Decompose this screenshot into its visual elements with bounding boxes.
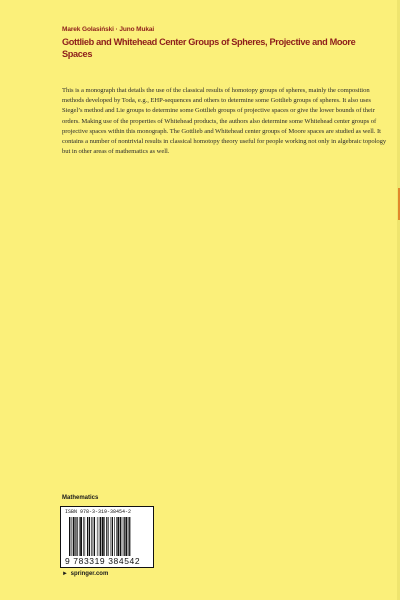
barcode-bar [94,517,95,557]
barcode-bar [128,517,129,557]
book-title: Gottlieb and Whitehead Center Groups of Spheres, Projective and Moore Spaces [62,37,356,59]
barcode-bar [69,517,70,557]
barcode-bar [75,517,76,557]
barcode-bar [122,517,123,557]
barcode-bar [108,517,109,557]
book-header [62,26,382,60]
barcode-bar [120,517,121,557]
barcode-bar [73,517,75,557]
publisher-url: springer.com [70,571,109,577]
publisher-link[interactable] [62,571,108,577]
barcode-bar [111,517,112,557]
barcode-bar [100,517,101,557]
barcode-bar [87,517,88,557]
barcode-bar [102,517,104,557]
barcode-bar [79,517,80,557]
subject-label: Mathematics [62,495,99,501]
ean-digits: 9 783319 384542 [64,556,153,566]
barcode-bar [85,517,86,557]
barcode-icon [69,517,147,561]
barcode-bar [106,517,107,557]
barcode-bar [97,517,98,557]
barcode-bar [112,517,113,557]
isbn-barcode [60,506,154,568]
description-paragraph: This is a monograph that details the use of the classical results of homotopy groups of spheres, mainly the composition methods developed by Toda, e.g., EHP-sequences and others to determine some Gottlieb groups of spheres. It also uses Siegel’s method and Lie groups to determine some Gottlieb groups of projective spaces or give the lower bounds of their orders. Making use of the properties of Whitehead products, the authors also determine some Whitehead center groups of projective spaces within this monograph. The Gottlieb and Whitehead center groups of Moore spaces are studied as well. It contains a number of nontrivial results in classical homotopy theory useful for people working not only in algebraic topology but in other areas of mathematics as well. [62,87,387,156]
barcode-bar [125,517,127,557]
barcode-bar [129,517,130,557]
barcode-bar [104,517,105,557]
barcode-bar [99,517,100,557]
barcode-bar [124,517,125,557]
authors: Marek Golasiński · Juno Mukai [62,26,155,33]
barcode-bar [114,517,115,557]
barcode-bar [76,517,77,557]
barcode-bar [71,517,72,557]
barcode-bar [116,517,117,557]
barcode-bar [93,517,94,557]
barcode-bar [117,517,119,557]
barcode-bar [80,517,82,557]
barcode-bar [91,517,92,557]
barcode-bar [89,517,90,557]
arrow-right-icon: ► [62,571,68,577]
barcode-bar [83,517,84,557]
isbn-number: ISBN 978-3-319-38454-2 [65,509,132,515]
